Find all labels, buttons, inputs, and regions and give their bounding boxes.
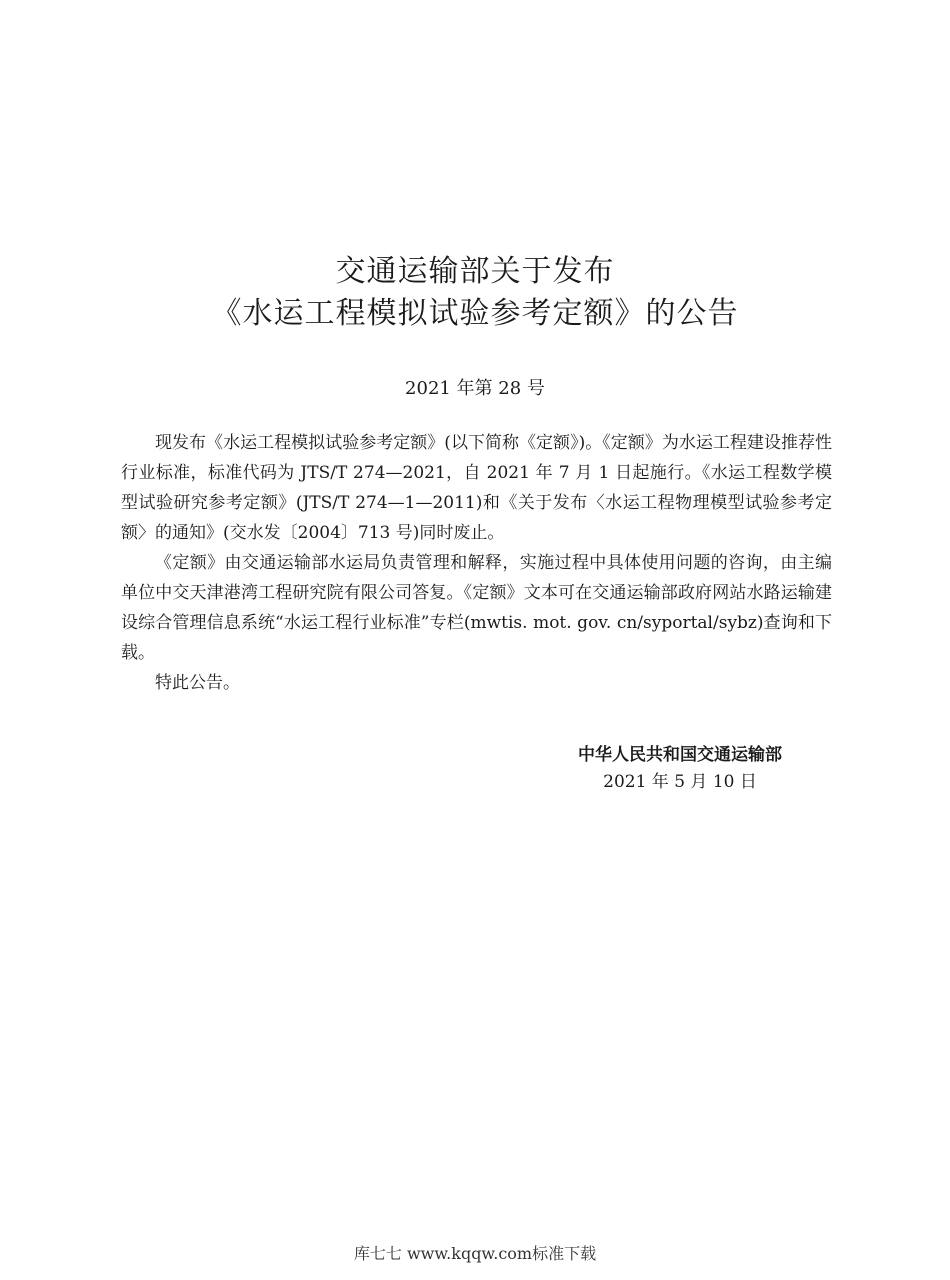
- paragraph: 特此公告。: [155, 673, 240, 693]
- signature-date: 2021 年 5 月 10 日: [603, 772, 757, 792]
- announcement-body: [121, 428, 832, 698]
- paragraph: 现发布《水运工程模拟试验参考定额》(以下简称《定额》)。《定额》为水运工程建设推荐性行业标准，标准代码为 JTS/T 274—2021，自 2021 年 7 月 1 日起施行。《水运工程数学模型试验研究参考定额》(JTS/T 274—1—2011)和《关于发布〈水运工程物理模型试验参考定额〉的通知》(交水发〔2004〕713 号)同时废止。: [121, 433, 832, 543]
- title-line-1: 交通运输部关于发布: [335, 254, 615, 289]
- signature-organization: 中华人民共和国交通运输部: [578, 745, 782, 765]
- document-number: 2021 年第 28 号: [405, 378, 545, 399]
- footer-watermark: 库七七 www.kqqw.com标准下载: [353, 1244, 597, 1263]
- title-line-2: 《水运工程模拟试验参考定额》的公告: [211, 296, 739, 331]
- paragraph: 《定额》由交通运输部水运局负责管理和解释，实施过程中具体使用问题的咨询，由主编单位中交天津港湾工程研究院有限公司答复。《定额》文本可在交通运输部政府网站水路运输建设综合管理信息系统“水运工程行业标准”专栏(mwtis. mot. gov. cn/syportal/sybz)查询和下载。: [121, 553, 832, 663]
